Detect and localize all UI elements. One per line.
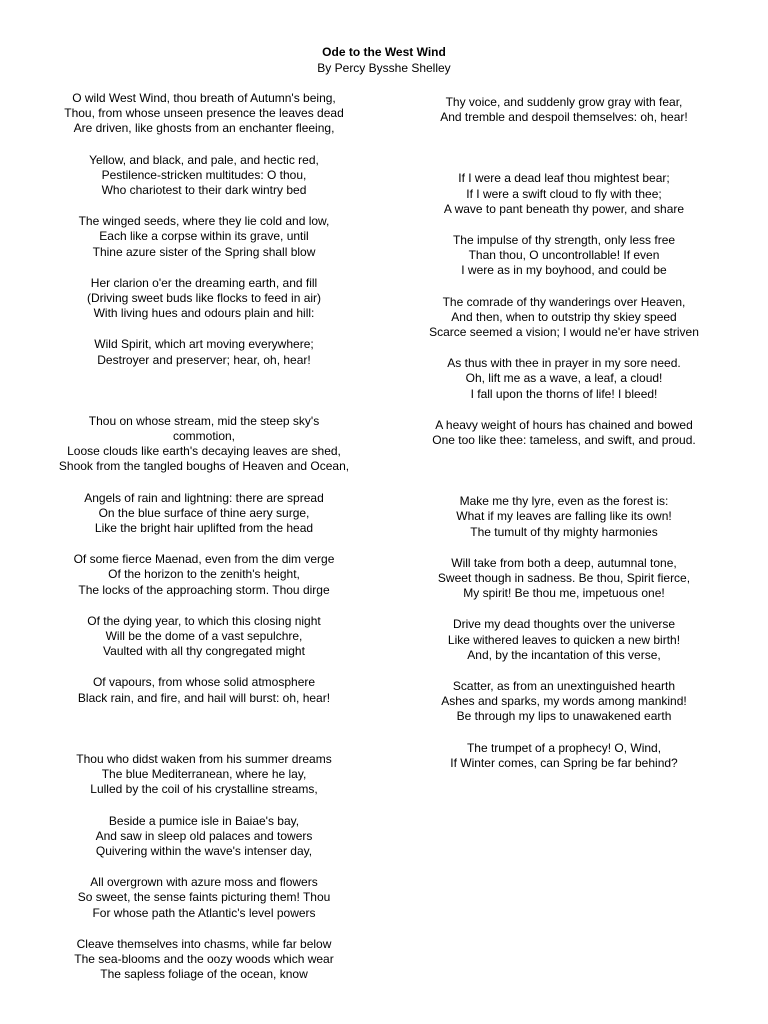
poem-line: A heavy weight of hours has chained and bowed bbox=[435, 417, 693, 432]
poem-line: A wave to pant beneath thy power, and share bbox=[443, 201, 685, 216]
poem-line: Cleave themselves into chasms, while far below bbox=[76, 936, 332, 951]
poem-line: Like the bright hair uplifted from the head bbox=[94, 521, 314, 536]
stanza-break bbox=[36, 260, 372, 276]
poem-line: O wild West Wind, thou breath of Autumn's being, bbox=[72, 91, 336, 105]
stanza bbox=[36, 814, 372, 860]
poem-line: Yellow, and black, and pale, and hectic red, bbox=[89, 152, 319, 167]
poem-line: Of the dying year, to which this closing night bbox=[87, 613, 321, 628]
poem-line: Who chariotest to their dark wintry bed bbox=[101, 183, 307, 198]
poem-line: The trumpet of a prophecy! O, Wind, bbox=[466, 740, 662, 755]
stanza-break bbox=[398, 663, 730, 679]
left-column bbox=[36, 91, 372, 982]
stanza bbox=[36, 491, 372, 537]
stanza bbox=[398, 617, 730, 663]
poem-line: Of the horizon to the zenith's height, bbox=[108, 567, 300, 582]
stanza bbox=[36, 276, 372, 322]
stanza-break bbox=[398, 217, 730, 233]
stanza bbox=[398, 741, 730, 771]
poem-line: I were as in my boyhood, and could be bbox=[461, 263, 667, 278]
stanza-break bbox=[36, 198, 372, 214]
stanza-break bbox=[398, 725, 730, 741]
stanza-break bbox=[398, 540, 730, 556]
poem-line: The sapless foliage of the ocean, know bbox=[100, 967, 308, 982]
poem-line: Wild Spirit, which art moving everywhere; bbox=[94, 337, 314, 352]
poem-line: Of some fierce Maenad, even from the dim verge bbox=[73, 552, 335, 567]
poem-line: The comrade of thy wanderings over Heaven, bbox=[442, 294, 686, 309]
stanza bbox=[36, 752, 372, 798]
poem-line: With living hues and odours plain and hill: bbox=[93, 306, 315, 321]
poem-line: And then, when to outstrip thy skiey speed bbox=[451, 309, 677, 324]
stanza bbox=[398, 556, 730, 602]
stanza-break bbox=[398, 340, 730, 356]
poem-line: Her clarion o'er the dreaming earth, and fill bbox=[90, 275, 318, 290]
poem-line: The winged seeds, where they lie cold and low, bbox=[78, 214, 330, 229]
poem-line: Pestilence-stricken multitudes: O thou, bbox=[101, 167, 307, 182]
poem-line: Thine azure sister of the Spring shall blow bbox=[92, 244, 316, 259]
stanza bbox=[398, 494, 730, 540]
poem-line: Lulled by the coil of his crystalline streams, bbox=[90, 782, 318, 797]
poem-line: Destroyer and preserver; hear, oh, hear! bbox=[97, 352, 311, 367]
stanza-break bbox=[36, 798, 372, 814]
poem-line: Like withered leaves to quicken a new birth! bbox=[447, 632, 681, 647]
poem-line: Are driven, like ghosts from an enchanter fleeing, bbox=[73, 121, 335, 136]
poem-line: Loose clouds like earth's decaying leaves are shed, bbox=[67, 444, 341, 459]
poem-line: So sweet, the sense faints picturing them! Thou bbox=[77, 890, 331, 905]
poem-line: On the blue surface of thine aery surge, bbox=[98, 505, 310, 520]
poem-line: Make me thy lyre, even as the forest is: bbox=[459, 494, 669, 509]
poem-line: Will take from both a deep, autumnal tone, bbox=[451, 555, 677, 570]
right-column bbox=[398, 95, 730, 771]
poem-line: The sea-blooms and the oozy woods which wear bbox=[74, 951, 334, 966]
poem-line: The impulse of thy strength, only less free bbox=[452, 233, 676, 248]
poem-line: Ashes and sparks, my words among mankind! bbox=[441, 694, 687, 709]
poem-line: Angels of rain and lightning: there are spread bbox=[84, 490, 324, 505]
poem-line: Drive my dead thoughts over the universe bbox=[452, 617, 676, 632]
poem-line: And tremble and despoil themselves: oh, hear! bbox=[440, 110, 688, 125]
stanza bbox=[398, 418, 730, 448]
section-break bbox=[398, 448, 730, 494]
poem-line: All overgrown with azure moss and flowers bbox=[90, 875, 318, 890]
poem-line: Oh, lift me as a wave, a leaf, a cloud! bbox=[465, 371, 663, 386]
poem-line: If Winter comes, can Spring be far behind? bbox=[450, 755, 678, 770]
stanza bbox=[36, 875, 372, 921]
stanza bbox=[398, 95, 730, 125]
poem-line: Will be the dome of a vast sepulchre, bbox=[105, 629, 303, 644]
poem-line: Beside a pumice isle in Baiae's bay, bbox=[108, 813, 300, 828]
stanza bbox=[398, 679, 730, 725]
stanza bbox=[36, 552, 372, 598]
stanza-break bbox=[36, 859, 372, 875]
poem-line: Quivering within the wave's intenser day, bbox=[95, 843, 313, 858]
stanza bbox=[398, 233, 730, 279]
stanza-break bbox=[36, 137, 372, 153]
poem-author: By Percy Bysshe Shelley bbox=[317, 61, 451, 75]
section-break bbox=[398, 125, 730, 171]
stanza-break bbox=[398, 402, 730, 418]
stanza bbox=[36, 414, 372, 475]
poem-line: What if my leaves are falling like its own! bbox=[456, 509, 672, 524]
poem-line: (Driving sweet buds like flocks to feed in air) bbox=[86, 291, 322, 306]
stanza bbox=[398, 295, 730, 341]
poem-line: Vaulted with all thy congregated might bbox=[103, 644, 305, 659]
stanza bbox=[36, 214, 372, 260]
poem-line: Thy voice, and suddenly grow gray with fear, bbox=[445, 95, 683, 109]
stanza-break bbox=[36, 659, 372, 675]
poem-line: Be through my lips to unawakened earth bbox=[456, 709, 672, 724]
stanza-break bbox=[36, 475, 372, 491]
poem-line: Sweet though in sadness. Be thou, Spirit fierce, bbox=[437, 571, 691, 586]
poem-line: If I were a swift cloud to fly with thee; bbox=[466, 186, 662, 201]
section-break bbox=[36, 706, 372, 752]
poem-line: The blue Mediterranean, where he lay, bbox=[101, 767, 307, 782]
poem-line: For whose path the Atlantic's level powers bbox=[92, 905, 316, 920]
stanza bbox=[36, 937, 372, 983]
stanza bbox=[36, 675, 372, 705]
poem-line: Thou who didst waken from his summer dreams bbox=[76, 751, 332, 766]
stanza bbox=[36, 614, 372, 660]
stanza-break bbox=[36, 321, 372, 337]
poem-line: Than thou, O uncontrollable! If even bbox=[468, 248, 660, 263]
section-break bbox=[36, 368, 372, 414]
poem-line: And, by the incantation of this verse, bbox=[467, 647, 661, 662]
poem-line: And saw in sleep old palaces and towers bbox=[95, 828, 313, 843]
poem-line: As thus with thee in prayer in my sore need. bbox=[447, 356, 681, 371]
stanza-break bbox=[36, 598, 372, 614]
poem-line: My spirit! Be thou me, impetuous one! bbox=[463, 586, 665, 601]
poem-line: Scarce seemed a vision; I would ne'er have striven bbox=[429, 325, 699, 340]
poem-line: Of vapours, from whose solid atmosphere bbox=[92, 675, 316, 690]
stanza bbox=[36, 153, 372, 199]
poem-line: I fall upon the thorns of life! I bleed! bbox=[470, 386, 658, 401]
stanza bbox=[36, 337, 372, 367]
poem-line: Shook from the tangled boughs of Heaven and Ocean, bbox=[58, 459, 350, 474]
poem-line: Each like a corpse within its grave, until bbox=[99, 229, 309, 244]
poem-line: Thou, from whose unseen presence the leaves dead bbox=[64, 106, 344, 121]
stanza bbox=[398, 171, 730, 217]
poem-line: If I were a dead leaf thou mightest bear; bbox=[458, 171, 670, 186]
stanza-break bbox=[398, 279, 730, 295]
poem-line: Thou on whose stream, mid the steep sky's bbox=[88, 413, 320, 428]
stanza bbox=[398, 356, 730, 402]
poem-line: The locks of the approaching storm. Thou dirge bbox=[78, 582, 330, 597]
stanza-break bbox=[36, 536, 372, 552]
poem-line: The tumult of thy mighty harmonies bbox=[470, 524, 658, 539]
stanza-break bbox=[36, 921, 372, 937]
poem-line: One too like thee: tameless, and swift, and proud. bbox=[432, 433, 696, 448]
stanza bbox=[36, 91, 372, 137]
poem-line: commotion, bbox=[172, 429, 236, 444]
poem-title: Ode to the West Wind bbox=[322, 45, 446, 59]
stanza-break bbox=[398, 601, 730, 617]
poem-line: Black rain, and fire, and hail will burst: oh, hear! bbox=[77, 690, 331, 705]
poem-line: Scatter, as from an unextinguished hearth bbox=[452, 679, 676, 694]
